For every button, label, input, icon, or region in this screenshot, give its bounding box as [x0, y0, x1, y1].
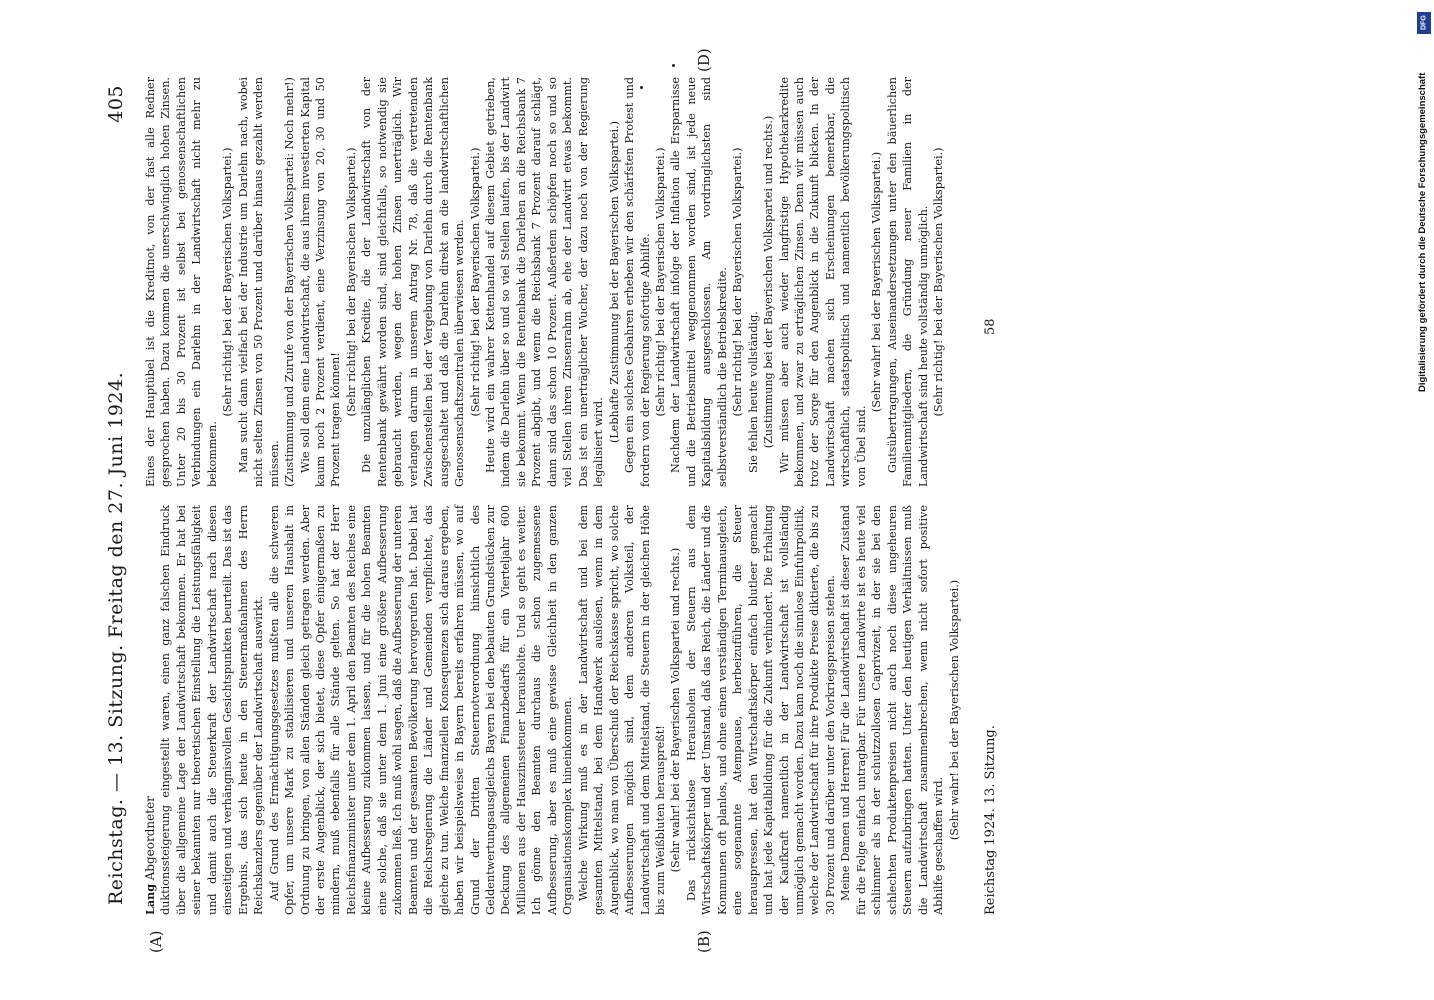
interjection: (Zustimmung und Zurufe von der Bayerischen Volkspartei: Noch mehr!)	[283, 77, 297, 487]
paragraph: Sie fehlen heute vollständig.	[746, 311, 760, 473]
paragraph: Man sucht dann vielfach bei der Industrie um Darlehn nach, wobei nicht selten Zinsen von 50 Prozent und darüber hinaus gezahlt werden müssen.	[236, 77, 281, 487]
rotated-page	[95, 48, 1415, 955]
paragraph: Das rücksichtslose Herausholen der Steuern aus dem Wirtschaftskörper und der Umstand, daß das Reich, die Länder und die Kommunen oft planlos, und ohne einen verständigen Terminausgleich, eine sogenannte Atempause, herbeizuführen, die Steuer herauspressen, hat den Wirtschaftskörper einfach blutleer gemacht und hat jede Kapitalbildung für die Zukunft verhindert. Die Erhaltung der Kaufkraft namentlich in der Landwirtschaft ist vollständig unmöglich gemacht worden. Dazu kam noch die sinnlose Einfuhrpolitik, welche der Landwirtschaft für ihre Produkte Preise diktierte, die bis zu 30 Prozent und darüber unter den Vorkriegspreisen stehen.	[684, 505, 837, 915]
interjection: (Sehr wahr! bei der Bayerischen Volkspartei.)	[870, 151, 884, 413]
paragraph: Nachdem der Landwirtschaft infolge der Inflation alle Ersparnisse und die Betriebsmittel weggenommen worden sind, ist jede neue Kapitalsbildung ausgeschlossen. Am vordringlichsten sind selbstverständlich die Betriebskredite.	[669, 77, 729, 487]
digitization-credit	[1415, 12, 1434, 392]
speaker-name: Lang	[143, 883, 157, 915]
interjection: (Zustimmung bei der Bayerischen Volkspartei und rechts.)	[762, 115, 776, 449]
interjection: (Sehr wahr! bei der Bayerischen Volkspartei.)	[947, 579, 961, 841]
dfg-logo: DFG	[1417, 12, 1431, 34]
paragraph: Die unzulänglichen Kredite, die der Landwirtschaft von der Rentenbank gewährt worden sind, sind gleichfalls, so notwendig sie gebraucht werden, wegen der hohen Zinsen unerträglich. Wir verlangen darum in unserem Antrag Nr. 78, daß die vertretenden Zwischenstellen bei der Vergebung von Darlehn durch die Rentenbank ausgeschaltet und daß die Darlehn direkt an die landwirtschaftlichen Genossenschaftszentralen überwiesen werden.	[360, 77, 467, 487]
credit-text: Digitalisierung gefördert durch die Deutsche Forschungsgemeinschaft	[1417, 72, 1428, 392]
scan-speck	[640, 86, 643, 89]
header-center: Freitag den 27. Juni 1924.	[105, 371, 127, 639]
left-column	[143, 505, 962, 915]
paragraph: Gegen ein solches Gebahren erheben wir den schärfsten Protest und fordern von der Regierung sofortige Abhilfe.	[623, 77, 652, 487]
paragraph: Auf Grund des Ermächtigungsgesetzes mußten alle die schweren Opfer, um unsere Mark zu stabilisieren und unseren Haushalt in Ordnung zu bringen, von allen Ständen gleich getragen werden. Aber der erste Augenblick, der sich bietet, diese Opfer einigermaßen zu mindern, muß ebenfalls für alle Stände gelten. So hat der Herr Reichsfinanzminister unter dem 1. April den Beamten des Reiches eine kleine Aufbesserung zukommen lassen, und für die hohen Beamten eine solche, daß sie unter dem 1. Juni eine größere Aufbesserung zukommen ließ. Ich muß wohl sagen, daß die Aufbesserung der unteren Beamten und der gesamten Bevölkerung hervorgerufen hat. Dabei hat die Reichsregierung die Länder und Gemeinden verpflichtet, das gleiche zu tun. Welche finanziellen Konsequenzen sich daraus ergeben, haben wir beispielsweise in Bayern bereits erfahren müssen, wo auf Grund der Dritten Steuernotverordnung hinsichtlich des Geldentwertungsausgleichs Bayern bei den bebauten Grundstücken zur Deckung des allgemeinen Finanzbedarfs für ein Vierteljahr 600 Millionen aus der Hauszinssteuer herausholte. Und so geht es weiter. Ich gönne den Beamten durchaus die schon zugemessene Aufbesserung, aber es muß eine gewisse Gleichheit in den ganzen Organisationskomplex hineinkommen.	[267, 505, 575, 915]
interjection: (Lebhafte Zustimmung bei der Bayerischen Volkspartei.)	[607, 120, 621, 444]
speaker-line	[143, 505, 158, 915]
interjection: (Sehr richtig! bei der Bayerischen Volkspartei.)	[344, 147, 358, 417]
interjection: (Sehr richtig! bei der Bayerischen Volkspartei.)	[468, 147, 482, 417]
paragraph: Wie soll denn eine Landwirtschaft, die aus ihrem investierten Kapital kaum noch 2 Prozent verdient, eine Verzinsung von 20, 30 und 50 Prozent tragen können!	[298, 77, 343, 487]
interjection: (Sehr richtig! bei der Bayerischen Volkspartei.)	[731, 147, 745, 417]
header-left: Reichstag. — 13. Sitzung.	[105, 644, 127, 905]
interjection: (Sehr richtig! bei der Bayerischen Volkspartei.)	[221, 147, 235, 417]
margin-mark-d: (D)	[695, 48, 713, 72]
margin-mark-b: (B)	[695, 930, 713, 953]
right-column	[143, 77, 947, 487]
paragraph: Eines der Hauptübel ist die Kreditnot, von der fast alle Redner gesprochen haben. Dazu kommen die unerschwinglich hohen Zinsen. Unter 20 bis 30 Prozent ist selbst bei genossenschaftlichen Verbindungen ein Darlehn in der Landwirtschaft nicht mehr zu bekommen.	[144, 77, 219, 487]
interjection: (Sehr richtig! bei der Bayerischen Volkspartei.)	[653, 147, 667, 417]
paragraph: Wir müssen aber auch wieder langfristige Hypothekarkredite bekommen, und zwar zu erträglichen Zinsen. Denn wir müssen auch trotz der Sorge für den Augenblick in die Zukunft blicken. In der Landwirtschaft machen sich Erscheinungen bemerkbar, die wirtschaftlich, staatspolitisch und namentlich bevölkerungspolitisch von Übel sind.	[777, 77, 868, 487]
paragraph: Heute wird ein wahrer Kettenhandel auf diesem Gebiet getrieben, indem die Darlehn über so und so viel Stellen laufen, bis der Landwirt sie bekommt. Wenn die Rentenbank die Darlehen an die Reichsbank 7 Prozent abgibt, und wenn die Reichsbank 7 Prozent darauf schlägt, dann sind das schon 10 Prozent. Außerdem schöpfen noch so und so viel Stellen ihren Zinsenrahm ab, ehe der Landwirt etwas bekommt. Das ist ein unerträglicher Wucher, der dazu noch von der Regierung legalisiert wird.	[483, 77, 606, 487]
paragraph: Meine Damen und Herren! Für die Landwirtschaft ist dieser Zustand für die Folge einfach untragbar. Für unsere Landwirte ist es heute viel schlimmer als in der schutzzollosen Caprivizeit, in der sie bei den schlechten Produktenpreisen nicht auch noch diese ungeheuren Steuern aufzubringen hatten. Unter den heutigen Verhältnissen muß die Landwirtschaft zusammenbrechen, wenn nicht sofort positive Abhilfe geschaffen wird.	[839, 505, 946, 915]
page-header	[105, 55, 133, 955]
margin-mark-a: (A)	[147, 930, 165, 953]
footer-left: Reichstag 1924. 13. Sitzung.	[983, 725, 998, 915]
paragraph: duktionssteigerung eingestellt waren, einen ganz falschen Eindruck über die allgemeine Lage der Landwirtschaft bekommen. Er hat bei seiner bekannten nur theoretischen Einstellung die Leistungsfähigkeit und damit auch die Steuerkraft der Landwirtschaft nach diesen einseitigen und verhängnisvollen Gesichtspunkten beurteilt. Das ist das Ergebnis, das sich heute in den Steuermaßnahmen des Herrn Reichskanzlers gegenüber der Landwirtschaft auswirkt.	[159, 505, 266, 915]
scan-speck	[672, 64, 675, 67]
speaker-role: Abgeordneter	[143, 796, 157, 881]
paragraph: Welche Wirkung muß es in der Landwirtschaft und bei dem gesamten Mittelstand, bei dem Handwerk auslösen, wenn in dem Augenblick, wo man von Überschuß der Reichskasse spricht, wo solche Aufbesserungen möglich sind, dem anderen Volksteil, der Landwirtschaft und dem Mittelstand, die Steuern in der gleichen Höhe bis zum Weißbluten herauspreßt!	[576, 505, 667, 915]
footer-page-number: 58	[983, 318, 998, 335]
interjection: (Sehr richtig! bei der Bayerischen Volkspartei.)	[932, 147, 946, 417]
paragraph: Gutsübertragungen, Auseinandersetzungen unter den bäuerlichen Familienmitgliedern, die Gründung neuer Familien in der Landwirtschaft sind heute vollständig unmöglich.	[885, 77, 930, 487]
page-number: 405	[105, 85, 127, 123]
interjection: (Sehr wahr! bei der Bayerischen Volkspartei und rechts.)	[669, 547, 683, 873]
